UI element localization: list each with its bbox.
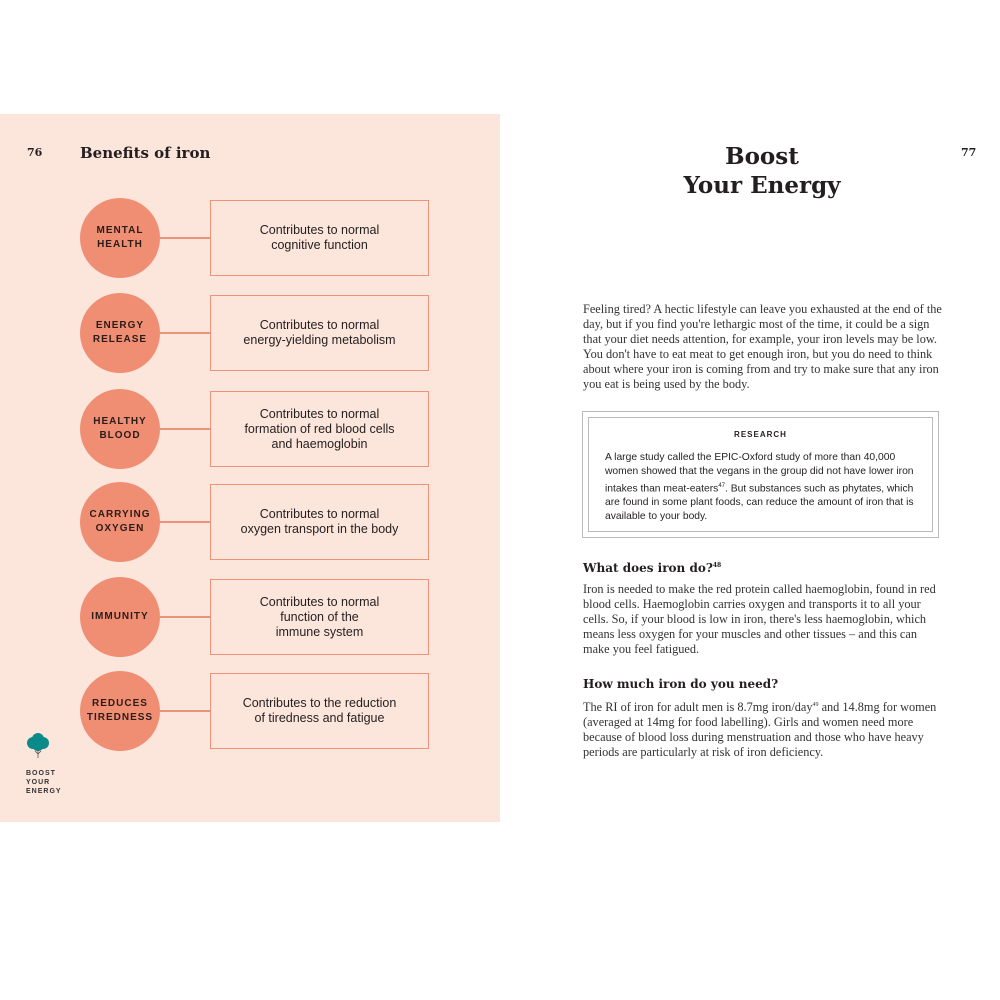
- benefit-row: [80, 577, 430, 657]
- connector-line: [160, 616, 210, 618]
- research-heading: RESEARCH: [734, 430, 787, 439]
- benefit-circle: MENTAL HEALTH: [80, 198, 160, 278]
- chapter-title: Boost Your Energy: [683, 143, 841, 199]
- benefit-description: Contributes to the reduction of tiredness and fatigue: [210, 673, 429, 749]
- connector-line: [160, 237, 210, 239]
- intro-paragraph: Feeling tired? A hectic lifestyle can leave you exhausted at the end of the day, but if you find you're lethargic most of the time, it could be a sign that your diet needs attention, for example, your iron levels may be low. You don't have to eat meat to get enough iron, but you do need to think about where your iron is coming from and try to make sure that any iron you eat is being used by the body.: [583, 302, 942, 391]
- benefit-row: [80, 671, 430, 751]
- section-paragraph: Iron is needed to make the red protein called haemoglobin, found in red blood cells. Haemoglobin carries oxygen and transports it to all your cells. So, if your blood is low in iron, there's less haemoglobin, which means less oxygen for your muscles and other tissues – and this can make you feel fatigued.: [583, 582, 936, 656]
- research-text: A large study called the EPIC-Oxford study of more than 40,000 women showed that the vegans in the group did not have lower iron intakes than meat-eaters$^{47}$. But substances such as phytates, which are found in some plant foods, can reduce the amount of iron that is available to your body.: [605, 452, 914, 523]
- benefit-circle: CARRYING OXYGEN: [80, 482, 160, 562]
- benefit-circle: ENERGY RELEASE: [80, 293, 160, 373]
- page-number: 76: [27, 146, 43, 159]
- left-page: [0, 114, 500, 822]
- connector-line: [160, 332, 210, 334]
- benefit-row: [80, 482, 430, 562]
- connector-line: [160, 710, 210, 712]
- page-title: Benefits of iron: [80, 144, 211, 162]
- benefit-row: [80, 389, 430, 469]
- connector-line: [160, 521, 210, 523]
- benefit-circle: REDUCES TIREDNESS: [80, 671, 160, 751]
- section-heading: What does iron do?$^{48}$: [583, 561, 722, 575]
- benefit-row: [80, 293, 430, 373]
- connector-line: [160, 428, 210, 430]
- benefit-description: Contributes to normal energy-yielding metabolism: [210, 295, 429, 371]
- tree-icon: [25, 732, 51, 760]
- section-heading: How much iron do you need?: [583, 677, 779, 691]
- benefit-circle: IMMUNITY: [80, 577, 160, 657]
- benefit-description: Contributes to normal oxygen transport in the body: [210, 484, 429, 560]
- benefit-description: Contributes to normal cognitive function: [210, 200, 429, 276]
- page-number: 77: [961, 146, 977, 159]
- benefit-row: [80, 198, 430, 278]
- research-box: [582, 411, 939, 538]
- section-label: BOOST YOUR ENERGY: [26, 770, 62, 795]
- benefit-description: Contributes to normal formation of red blood cells and haemoglobin: [210, 391, 429, 467]
- benefit-description: Contributes to normal function of the immune system: [210, 579, 429, 655]
- benefit-circle: HEALTHY BLOOD: [80, 389, 160, 469]
- section-paragraph: The RI of iron for adult men is 8.7mg iron/day$^{49}$ and 14.8mg for women (averaged at 14mg for food labelling). Girls and women need more because of blood loss during menstruation and those who have heavy periods are particularly at risk of iron deficiency.: [583, 700, 937, 760]
